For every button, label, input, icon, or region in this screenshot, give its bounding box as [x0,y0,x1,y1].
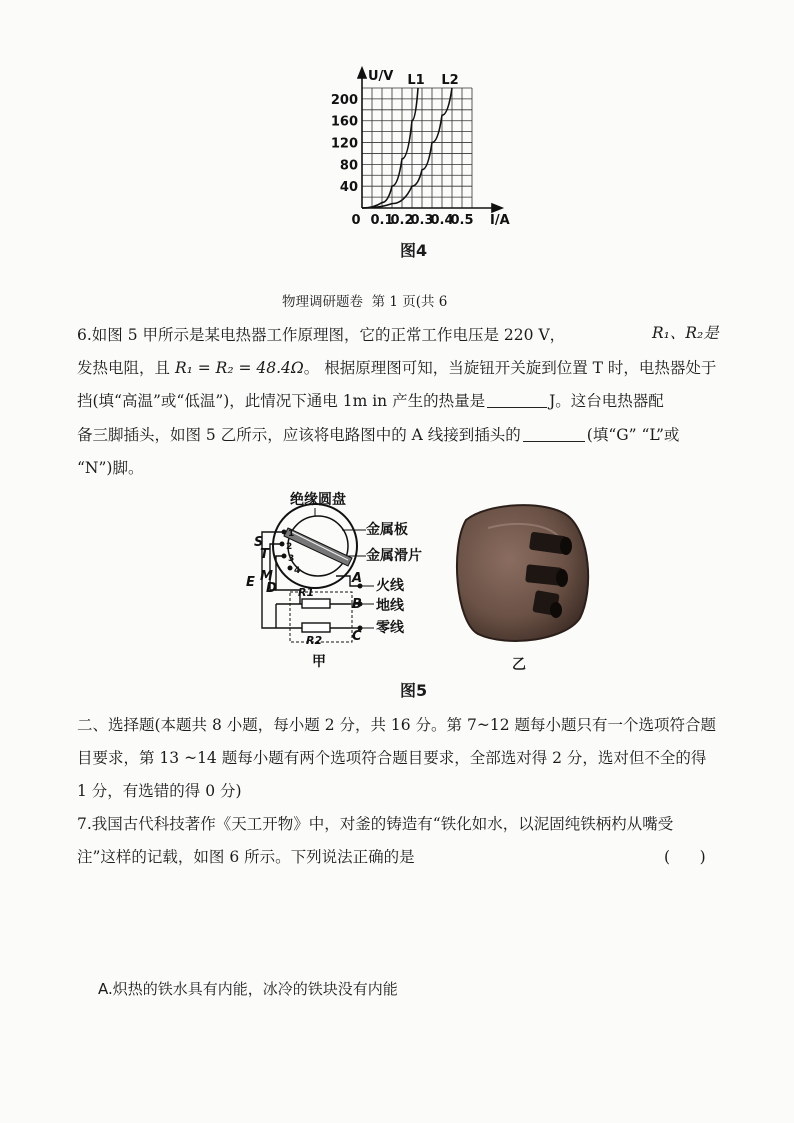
label-A: A [352,571,363,586]
y-axis-label: U/V [368,69,394,84]
label-ground-wire: 地线 [376,598,404,614]
q6-line-3 [77,384,664,418]
q7-option-a[interactable]: A.炽热的铁水具有内能，冰冷的铁块没有内能 [98,980,398,998]
y-tick-label: 40 [339,180,358,196]
three-pin-plug-image [448,498,598,648]
figure-5-circuit [240,486,440,671]
q6-pin-answer-blank[interactable] [523,425,585,442]
q6-line-2 [77,351,716,385]
label-R1: R1 [298,586,315,599]
resistor-r1 [302,599,330,608]
x-tick-label: 0 [351,213,361,228]
series-line-l2 [362,88,452,208]
q6-line3-text-b: J。这台电热器配 [549,392,664,410]
x-tick-label: 0.3 [410,213,434,228]
y-tick-label: 200 [330,92,358,108]
y-tick-label: 160 [330,114,358,130]
label-M: M [260,569,273,584]
page-footer: 物理调研题卷 第 1 页(共 6 [282,294,448,310]
q6-line-4 [77,418,679,452]
contact-1: 1 [288,529,295,539]
label-insulating-disc: 绝缘圆盘 [290,492,346,508]
section-2-line-3: 1 分，有选错的得 0 分) [77,782,242,800]
label-C: C [352,629,362,644]
label-R2: R2 [306,634,323,647]
figure-4-chart [330,66,510,232]
label-neutral-wire: 零线 [376,620,404,636]
y-axis-arrow [358,68,366,78]
q6-line2-text-a: 发热电阻，且 [77,359,175,377]
q6-line3-text-a: 挡(填“高温”或“低温”)，此情况下通电 1m in 产生的热量是 [77,392,486,410]
q6-resistance-equation: R₁ = R₂ = 48.4Ω [174,359,304,377]
resistor-r2 [302,623,330,632]
q6-line1-text: 6.如图 5 甲所示是某电热器工作原理图，它的正常工作电压是 220 V， [77,326,566,344]
label-D: D [266,581,277,596]
chart-axes [358,68,502,212]
contact-2: 2 [286,542,293,552]
x-axis-arrow [492,204,502,212]
q6-line-1 [77,318,565,352]
curve-label-l1: L1 [407,73,425,88]
x-tick-label: 0.2 [390,213,414,228]
q6-line4-text-a: 备三脚插头，如图 5 乙所示，应该将电路图中的 A 线接到插头的 [77,426,521,444]
section-2-line-2: 目要求，第 13 ~14 题每小题有两个选项符合题目要求，全部选对得 2 分，选对但不全的得 [77,749,707,767]
q7-line-1: 7.我国古代科技著作《天工开物》中，对釜的铸造有“铁化如水，以泥固纯铁柄杓从嘴受 [77,815,674,833]
x-tick-label: 0.4 [430,213,454,228]
q6-line-5: “N”)脚。 [77,459,144,477]
figure-4-caption: 图4 [400,241,428,260]
q6-line2-text-b: 。 根据原理图可知，当旋钮开关旋到位置 T 时，电热器处于 [303,359,717,377]
q6-heat-answer-blank[interactable] [487,391,547,408]
y-tick-label: 120 [330,136,358,152]
contact-3: 3 [288,554,295,564]
sub-label-b: 乙 [512,657,526,673]
sub-label-a: 甲 [312,654,326,670]
label-metal-slider: 金属滑片 [366,548,422,564]
contact-4: 4 [294,566,301,576]
section-2-line-1: 二、选择题(本题共 8 小题，每小题 2 分，共 16 分。第 7~12 题每小题只有一个选项符合题 [77,716,716,734]
label-S: S [254,535,264,550]
chart-curves [362,88,452,208]
label-live-wire: 火线 [376,578,404,594]
curve-label-l2: L2 [441,73,459,88]
label-metal-plate: 金属板 [366,522,408,538]
label-B: B [352,597,362,612]
q6-resistors-label: R₁、R₂是 [652,324,719,342]
y-tick-label: 80 [339,158,358,174]
x-axis-label: I/A [490,213,510,228]
x-tick-label: 0.5 [450,213,474,228]
x-tick-label: 0.1 [370,213,394,228]
label-T: T [260,547,269,562]
q7-answer-paren[interactable]: ( ) [664,848,706,866]
label-E: E [246,575,255,590]
q7-line-2: 注”这样的记载，如图 6 所示。下列说法正确的是 [77,848,415,866]
figure-5-caption: 图5 [400,681,428,700]
chart-labels [331,69,510,228]
q6-line4-text-b: (填“G” “L”或 [586,426,680,444]
